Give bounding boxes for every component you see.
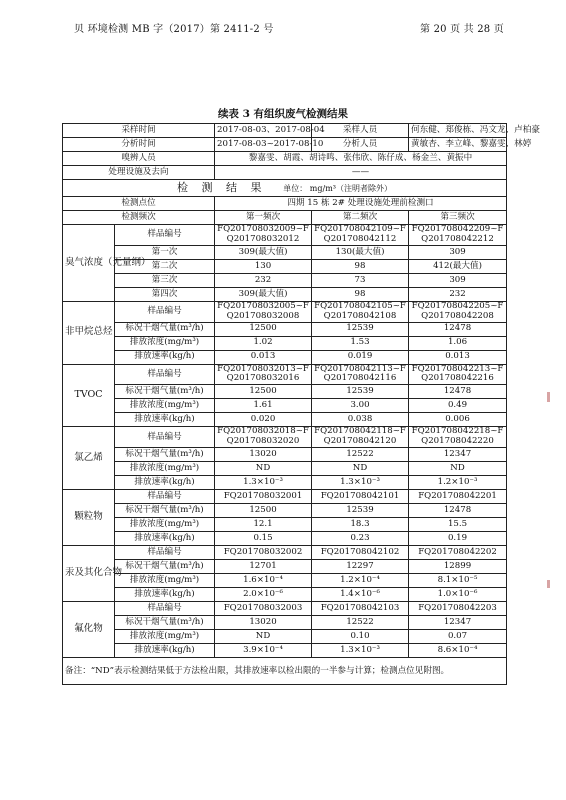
group-5-flow-row <box>63 560 507 574</box>
group-6-samples-row <box>63 602 507 616</box>
group-2-flow-row <box>63 385 507 399</box>
rate-value: 0.013 <box>215 350 312 364</box>
flow-value: 12500 <box>215 504 312 518</box>
rate-label: 排放速率(kg/h) <box>115 532 215 546</box>
group-4-flow-row <box>63 504 507 518</box>
group-4-rate-row <box>63 532 507 546</box>
samples-value: FQ201708042105~F Q201708042108 <box>312 301 409 322</box>
flow-value: 12522 <box>312 448 409 462</box>
odor-value: 309(最大值) <box>215 287 312 301</box>
frequency-label: 检测频次 <box>63 211 215 225</box>
odor-value: 130 <box>215 259 312 273</box>
odor-sample-3: FQ201708042209~F Q201708042212 <box>409 225 507 246</box>
group-1-conc-row <box>63 336 507 350</box>
info-row-sample-time <box>63 124 507 138</box>
group-6-rate-row <box>63 644 507 658</box>
odor-sample-1: FQ201708032009~F Q201708032012 <box>215 225 312 246</box>
group-6-conc-row <box>63 630 507 644</box>
sample-time-value: 2017-08-03、2017-08-04 <box>215 124 312 138</box>
group-2-rate-row <box>63 413 507 427</box>
odor-sample-2: FQ201708042109~F Q201708042112 <box>312 225 409 246</box>
flow-value: 12478 <box>409 322 507 336</box>
flow-label: 标况干烟气量(m³/h) <box>115 322 215 336</box>
edge-stamp-mark <box>547 580 550 588</box>
conc-label: 排放浓度(mg/m³) <box>115 574 215 588</box>
odor-value: 98 <box>312 259 409 273</box>
rate-value: 0.020 <box>215 413 312 427</box>
flow-value: 12522 <box>312 616 409 630</box>
flow-value: 12478 <box>409 385 507 399</box>
samples-label: 样品编号 <box>115 301 215 322</box>
point-row <box>63 197 507 211</box>
pollutant-name: 氯乙烯 <box>63 427 115 490</box>
flow-label: 标况干烟气量(m³/h) <box>115 504 215 518</box>
samples-value: FQ201708032001 <box>215 490 312 504</box>
rate-value: 0.013 <box>409 350 507 364</box>
samples-value: FQ201708032013~F Q201708032016 <box>215 364 312 385</box>
sample-no-label: 样品编号 <box>115 225 215 246</box>
samples-value: FQ201708032018~F Q201708032020 <box>215 427 312 448</box>
odor-value: 232 <box>215 273 312 287</box>
rate-value: 1.3×10⁻³ <box>312 476 409 490</box>
sampler-label: 采样人员 <box>312 124 409 138</box>
samples-value: FQ201708042118~F Q201708042120 <box>312 427 409 448</box>
rate-label: 排放速率(kg/h) <box>115 644 215 658</box>
rate-value: 1.4×10⁻⁶ <box>312 588 409 602</box>
samples-value: FQ201708042203 <box>409 602 507 616</box>
samples-value: FQ201708042101 <box>312 490 409 504</box>
group-1-samples-row <box>63 301 507 322</box>
odor-value: 309 <box>409 273 507 287</box>
samples-label: 样品编号 <box>115 364 215 385</box>
odor-row-3 <box>63 273 507 287</box>
note-row <box>63 658 507 685</box>
pollutant-name: TVOC <box>63 364 115 427</box>
samples-value: FQ201708042205~F Q201708042208 <box>409 301 507 322</box>
rate-value: 8.6×10⁻⁴ <box>409 644 507 658</box>
samples-value: FQ201708032005~F Q201708032008 <box>215 301 312 322</box>
odor-value: 130(最大值) <box>312 245 409 259</box>
rate-value: 0.19 <box>409 532 507 546</box>
rate-value: 1.3×10⁻³ <box>312 644 409 658</box>
info-row-analysis-time <box>63 138 507 152</box>
frequency-row <box>63 211 507 225</box>
rate-label: 排放速率(kg/h) <box>115 588 215 602</box>
results-header-row <box>63 180 507 197</box>
page-counter: 第 20 页 共 28 页 <box>420 24 504 35</box>
conc-label: 排放浓度(mg/m³) <box>115 399 215 413</box>
conc-label: 排放浓度(mg/m³) <box>115 630 215 644</box>
sampler-value: 何东健、郑俊栋、冯文龙、卢柏豪 <box>409 124 507 138</box>
odor-value: 232 <box>409 287 507 301</box>
smell-value: 黎嘉雯、胡霞、胡诗鸣、张伟欣、陈仔成、杨金兰、黄振中 <box>215 152 507 166</box>
samples-value: FQ201708032003 <box>215 602 312 616</box>
conc-label: 排放浓度(mg/m³) <box>115 462 215 476</box>
flow-value: 12539 <box>312 385 409 399</box>
conc-value: 0.07 <box>409 630 507 644</box>
rate-value: 1.0×10⁻⁶ <box>409 588 507 602</box>
flow-value: 12297 <box>312 560 409 574</box>
group-2-samples-row <box>63 364 507 385</box>
flow-value: 12539 <box>312 504 409 518</box>
analyst-label: 分析人员 <box>312 138 409 152</box>
flow-value: 12539 <box>312 322 409 336</box>
frequency-2: 第二频次 <box>312 211 409 225</box>
group-1-rate-row <box>63 350 507 364</box>
facility-value: —— <box>215 166 507 180</box>
conc-value: ND <box>409 462 507 476</box>
flow-label: 标况干烟气量(m³/h) <box>115 448 215 462</box>
samples-label: 样品编号 <box>115 427 215 448</box>
group-3-rate-row <box>63 476 507 490</box>
pollutant-name: 汞及其化合物 <box>63 546 115 602</box>
analysis-time-value: 2017-08-03~2017-08-10 <box>215 138 312 152</box>
conc-value: ND <box>215 462 312 476</box>
edge-stamp-mark <box>547 392 550 402</box>
rate-label: 排放速率(kg/h) <box>115 476 215 490</box>
flow-value: 13020 <box>215 448 312 462</box>
analysis-time-label: 分析时间 <box>63 138 215 152</box>
odor-value: 73 <box>312 273 409 287</box>
samples-value: FQ201708042202 <box>409 546 507 560</box>
odor-sample-row <box>63 225 507 246</box>
info-row-smell <box>63 152 507 166</box>
samples-value: FQ201708042213~F Q201708042216 <box>409 364 507 385</box>
flow-label: 标况干烟气量(m³/h) <box>115 385 215 399</box>
flow-value: 13020 <box>215 616 312 630</box>
info-row-facility <box>63 166 507 180</box>
rate-value: 2.0×10⁻⁶ <box>215 588 312 602</box>
conc-value: 1.06 <box>409 336 507 350</box>
conc-value: 1.61 <box>215 399 312 413</box>
report-number-header: 贝 环境检测 MB 字（2017）第 2411-2 号 <box>74 24 274 35</box>
conc-value: 8.1×10⁻⁵ <box>409 574 507 588</box>
frequency-3: 第三频次 <box>409 211 507 225</box>
flow-value: 12347 <box>409 448 507 462</box>
group-5-rate-row <box>63 588 507 602</box>
group-5-samples-row <box>63 546 507 560</box>
odor-row-label: 第三次 <box>115 273 215 287</box>
analyst-value: 黄敏杏、李立峰、黎嘉雯、林婷 <box>409 138 507 152</box>
conc-label: 排放浓度(mg/m³) <box>115 336 215 350</box>
odor-row-4 <box>63 287 507 301</box>
conc-value: 3.00 <box>312 399 409 413</box>
conc-value: 12.1 <box>215 518 312 532</box>
rate-value: 0.15 <box>215 532 312 546</box>
flow-label: 标况干烟气量(m³/h) <box>115 560 215 574</box>
rate-label: 排放速率(kg/h) <box>115 350 215 364</box>
samples-value: FQ201708042103 <box>312 602 409 616</box>
odor-value: 309(最大值) <box>215 245 312 259</box>
conc-value: 0.49 <box>409 399 507 413</box>
samples-value: FQ201708042102 <box>312 546 409 560</box>
conc-label: 排放浓度(mg/m³) <box>115 518 215 532</box>
smell-label: 嗅辨人员 <box>63 152 215 166</box>
conc-value: 1.53 <box>312 336 409 350</box>
point-value: 四期 15 栋 2# 处理设施处理前检测口 <box>215 197 507 211</box>
group-1-flow-row <box>63 322 507 336</box>
unit-note: 单位： mg/m³（注明者除外） <box>283 183 392 193</box>
conc-value: 0.10 <box>312 630 409 644</box>
group-3-flow-row <box>63 448 507 462</box>
facility-label: 处理设施及去向 <box>63 166 215 180</box>
odor-row-label: 第四次 <box>115 287 215 301</box>
conc-value: ND <box>215 630 312 644</box>
sample-time-label: 采样时间 <box>63 124 215 138</box>
flow-value: 12701 <box>215 560 312 574</box>
flow-value: 12899 <box>409 560 507 574</box>
group-5-conc-row <box>63 574 507 588</box>
results-title: 检 测 结 果 <box>177 180 267 194</box>
samples-value: FQ201708042201 <box>409 490 507 504</box>
rate-value: 0.038 <box>312 413 409 427</box>
conc-value: 15.5 <box>409 518 507 532</box>
conc-value: 18.3 <box>312 518 409 532</box>
group-3-conc-row <box>63 462 507 476</box>
samples-label: 样品编号 <box>115 546 215 560</box>
samples-value: FQ201708042218~F Q201708042220 <box>409 427 507 448</box>
conc-value: 1.2×10⁻⁴ <box>312 574 409 588</box>
pollutant-name: 非甲烷总烃 <box>63 301 115 364</box>
group-2-conc-row <box>63 399 507 413</box>
pollutant-name: 颗粒物 <box>63 490 115 546</box>
flow-value: 12500 <box>215 385 312 399</box>
rate-label: 排放速率(kg/h) <box>115 413 215 427</box>
samples-value: FQ201708032002 <box>215 546 312 560</box>
odor-row-label: 第二次 <box>115 259 215 273</box>
group-4-samples-row <box>63 490 507 504</box>
frequency-1: 第一频次 <box>215 211 312 225</box>
rate-value: 1.2×10⁻³ <box>409 476 507 490</box>
rate-value: 0.23 <box>312 532 409 546</box>
rate-value: 1.3×10⁻³ <box>215 476 312 490</box>
flow-value: 12500 <box>215 322 312 336</box>
pollutant-name: 氟化物 <box>63 602 115 658</box>
remarks: 备注：“ND”表示检测结果低于方法检出限，其排放速率以检出限的一半参与计算；检测点位见附图。 <box>63 658 507 685</box>
rate-value: 0.019 <box>312 350 409 364</box>
group-3-samples-row <box>63 427 507 448</box>
conc-value: 1.02 <box>215 336 312 350</box>
group-4-conc-row <box>63 518 507 532</box>
odor-category: 臭气浓度（无量纲） <box>63 225 115 302</box>
table-title: 续表 3 有组织废气检测结果 <box>217 108 349 120</box>
odor-value: 309 <box>409 245 507 259</box>
samples-value: FQ201708042113~F Q201708042116 <box>312 364 409 385</box>
point-label: 检测点位 <box>63 197 215 211</box>
conc-value: 1.6×10⁻⁴ <box>215 574 312 588</box>
samples-label: 样品编号 <box>115 490 215 504</box>
results-header <box>63 180 507 197</box>
flow-value: 12347 <box>409 616 507 630</box>
rate-value: 3.9×10⁻⁴ <box>215 644 312 658</box>
flow-value: 12478 <box>409 504 507 518</box>
conc-value: ND <box>312 462 409 476</box>
group-6-flow-row <box>63 616 507 630</box>
odor-row-label: 第一次 <box>115 245 215 259</box>
flow-label: 标况干烟气量(m³/h) <box>115 616 215 630</box>
emission-results-table <box>62 123 540 685</box>
rate-value: 0.006 <box>409 413 507 427</box>
odor-value: 98 <box>312 287 409 301</box>
samples-label: 样品编号 <box>115 602 215 616</box>
odor-value: 412(最大值) <box>409 259 507 273</box>
